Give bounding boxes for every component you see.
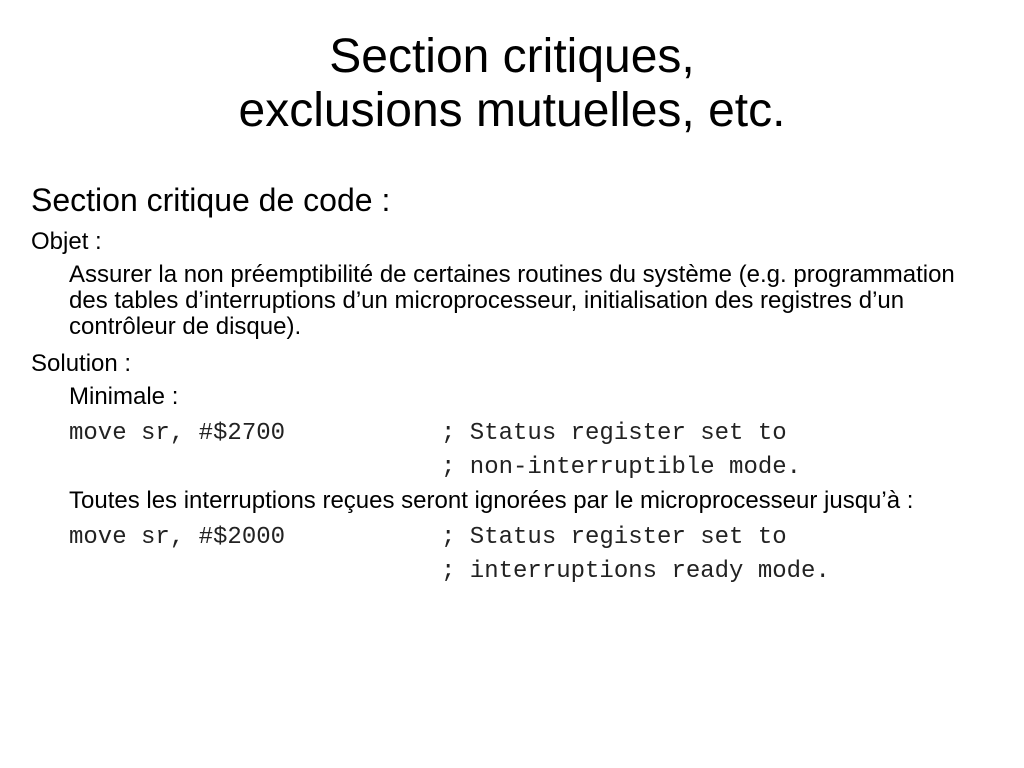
slide-body <box>31 180 991 592</box>
objet-text: Assurer la non préemptibilité de certaines routines du système (e.g. programmation des tables d’interruptions d’un microprocesseur, initialisation des registres d’un contrôleur de disque). <box>69 261 955 340</box>
objet-label: Objet : <box>31 228 102 255</box>
slide-title-line-2: exclusions mutuelles, etc. <box>238 84 786 137</box>
code-comment-1a: ; Status register set to <box>441 420 787 447</box>
section-heading: Section critique de code : <box>31 182 391 218</box>
code-line-3 <box>69 524 991 552</box>
code-instruction-1: move sr, #$2700 <box>69 420 286 447</box>
slide-title-line-1: Section critiques, <box>329 30 695 83</box>
code-line-4 <box>69 558 991 586</box>
code-instruction-2: move sr, #$2000 <box>69 524 286 551</box>
code-line-1 <box>69 420 991 448</box>
code-line-2 <box>69 454 991 482</box>
solution-label: Solution : <box>31 350 132 377</box>
code-comment-1b: ; non-interruptible mode. <box>441 454 802 481</box>
code-comment-2b: ; interruptions ready mode. <box>441 558 830 585</box>
toutes-text: Toutes les interruptions reçues seront ignorées par le microprocesseur jusqu’à : <box>69 487 914 514</box>
code-comment-2a: ; Status register set to <box>441 524 787 551</box>
minimale-label: Minimale : <box>69 383 179 410</box>
slide-title <box>0 30 1024 138</box>
